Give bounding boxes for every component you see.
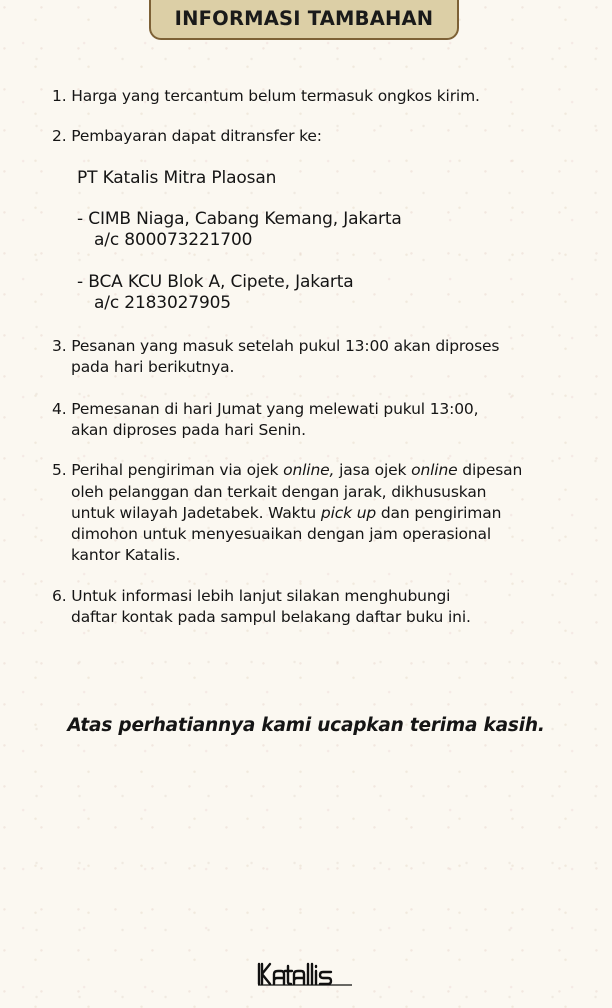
note-5-line-2: oleh pelanggan dan terkait dengan jarak, dikhususkan [71,483,487,501]
note-3-line-1: 3. Pesanan yang masuk setelah pukul 13:00 akan diproses [52,337,500,355]
note-5-line-4: dimohon untuk menyesuaikan dengan jam operasional [71,525,492,543]
company-name: PT Katalis Mitra Plaosan [77,168,277,188]
closing-message: Atas perhatiannya kami ucapkan terima kasih. [67,715,545,736]
bank-2-account: a/c 2183027905 [94,293,231,313]
note-6-line-1: 6. Untuk informasi lebih lanjut silakan menghubungi [52,587,451,605]
note-3-line-2: pada hari berikutnya. [71,358,235,376]
bank-2-name: - BCA KCU Blok A, Cipete, Jakarta [77,272,354,292]
note-5-line-3: untuk wilayah Jadetabek. Waktu pick up dan pengiriman [71,504,502,522]
note-2-intro: 2. Pembayaran dapat ditransfer ke: [52,127,322,145]
bank-1-name: - CIMB Niaga, Cabang Kemang, Jakarta [77,209,402,229]
note-5-line-1: 5. Perihal pengiriman via ojek online, jasa ojek online dipesan [52,461,523,479]
note-1: 1. Harga yang tercantum belum termasuk ongkos kirim. [52,87,480,105]
note-4-line-1: 4. Pemesanan di hari Jumat yang melewati pukul 13:00, [52,400,479,418]
note-6-line-2: daftar kontak pada sampul belakang daftar buku ini. [71,608,471,626]
section-header [149,0,459,40]
section-title: INFORMASI TAMBAHAN [174,7,434,30]
katalis-logo [256,960,356,988]
note-4-line-2: akan diproses pada hari Senin. [71,421,306,439]
note-5-line-5: kantor Katalis. [71,546,181,564]
bank-1-account: a/c 800073221700 [94,230,253,250]
